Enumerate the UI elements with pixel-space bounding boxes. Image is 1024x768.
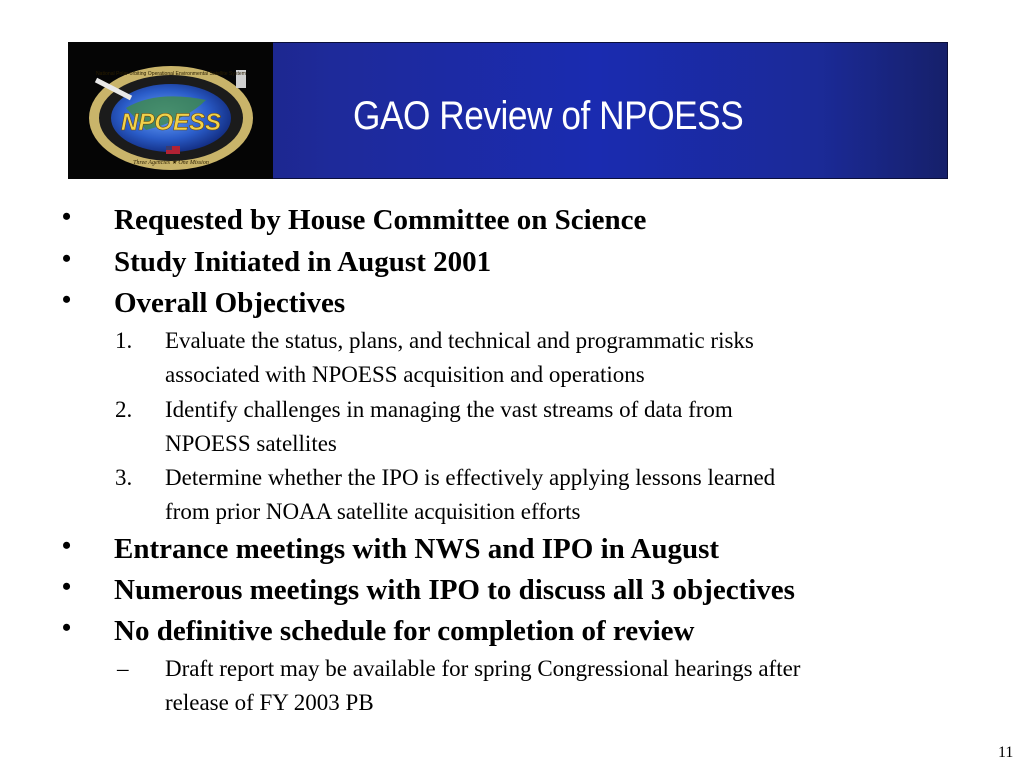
note-dash: – — [117, 656, 129, 681]
objective-number: 2. — [115, 397, 133, 422]
objective-line: NPOESS satellites — [165, 431, 337, 456]
objective-line: Determine whether the IPO is effectively applying lessons learned — [165, 465, 776, 490]
bullet-dot: • — [62, 572, 72, 601]
bullet-dot: • — [62, 244, 72, 273]
bullet-text: Numerous meetings with IPO to discuss all 3 objectives — [114, 574, 795, 606]
npoess-logo — [86, 60, 256, 172]
note-line: release of FY 2003 PB — [165, 690, 374, 715]
bullet-dot: • — [62, 613, 72, 642]
logo-motto: Three Agencies ★ One Mission — [133, 160, 209, 166]
objective-number: 3. — [115, 465, 133, 490]
bullet-text: No definitive schedule for completion of review — [114, 615, 695, 647]
bullet-dot: • — [62, 531, 72, 560]
bullet-text: Overall Objectives — [114, 287, 346, 319]
bullet-text: Requested by House Committee on Science — [114, 204, 647, 236]
note-line: Draft report may be available for spring Congressional hearings after — [165, 656, 801, 681]
objective-line: Evaluate the status, plans, and technical and programmatic risks — [165, 328, 754, 353]
objective-line: Identify challenges in managing the vast streams of data from — [165, 397, 733, 422]
objective-line: from prior NOAA satellite acquisition efforts — [165, 499, 581, 524]
bullet-dot: • — [62, 202, 72, 231]
title-banner — [68, 42, 948, 179]
bullet-dot: • — [62, 285, 72, 314]
bullet-text: Study Initiated in August 2001 — [114, 246, 492, 278]
logo-name: NPOESS — [120, 109, 222, 136]
logo-panel — [68, 42, 273, 179]
objective-number: 1. — [115, 328, 133, 353]
slide-title: GAO Review of NPOESS — [353, 94, 744, 138]
bullet-text: Entrance meetings with NWS and IPO in August — [114, 533, 720, 565]
objective-line: associated with NPOESS acquisition and operations — [165, 362, 645, 387]
logo-arc-text: National Polar-orbiting Operational Environmental Satellite System — [96, 71, 246, 77]
page-number: 11 — [998, 744, 1014, 761]
